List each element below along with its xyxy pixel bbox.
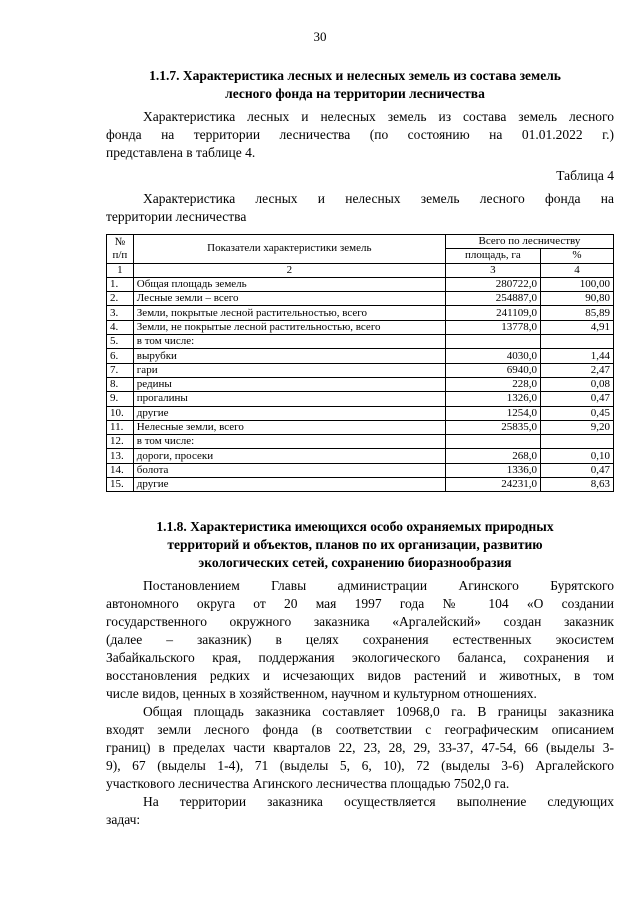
header-indicator: Показатели характеристики земель (133, 235, 445, 264)
paragraph-line: автономного округа от 20 мая 1997 года № 104 «О создании (106, 596, 614, 611)
paragraph-line: участкового лесничества Агинского лесничества площадью 7502,0 га. (106, 776, 510, 791)
paragraph-line: границ) в пределах части кварталов 22, 23, 28, 29, 33-37, 47-54, 66 (выделы 3- (106, 740, 614, 755)
row-area: 228,0 (445, 377, 540, 391)
col-number: 2 (133, 263, 445, 277)
row-percent: 9,20 (540, 420, 613, 434)
row-percent: 0,08 (540, 377, 613, 391)
reserve-paragraph-3 (106, 793, 614, 829)
paragraph-line: восстановления редких и исчезающих видов растений и животных, в том (106, 668, 614, 683)
row-area: 6940,0 (445, 363, 540, 377)
row-percent (540, 435, 613, 449)
paragraph-line: Забайкальского края, поддержания экологического баланса, сохранения и (106, 650, 614, 665)
table-row (107, 363, 614, 377)
reserve-paragraph-2 (106, 703, 614, 793)
heading-line: экологических сетей, сохранению биоразнообразия (198, 555, 512, 570)
table-row (107, 392, 614, 406)
row-percent (540, 335, 613, 349)
row-name: в том числе: (133, 435, 445, 449)
row-number: 7. (107, 363, 134, 377)
header-area: площадь, га (445, 249, 540, 263)
row-name: Нелесные земли, всего (133, 420, 445, 434)
row-number: 9. (107, 392, 134, 406)
row-area: 254887,0 (445, 292, 540, 306)
paragraph-line: Постановлением Главы администрации Агинского Бурятского (143, 578, 614, 593)
table-row (107, 463, 614, 477)
row-area: 268,0 (445, 449, 540, 463)
paragraph-line: Характеристика лесных и нелесных земель из состава земель лесного (143, 109, 614, 124)
section-heading-forest-lands (95, 67, 615, 103)
row-percent: 8,63 (540, 478, 613, 492)
heading-line: 1.1.8. Характеристика имеющихся особо охраняемых природных (156, 519, 554, 534)
row-percent: 0,10 (540, 449, 613, 463)
paragraph-line: 9), 67 (выделы 1-4), 71 (выделы 5, 6, 10), 72 (выделы 3-6) Аргалейского (106, 758, 614, 773)
row-area (445, 335, 540, 349)
header-num: № п/п (107, 235, 134, 264)
row-percent: 0,45 (540, 406, 613, 420)
table-row (107, 420, 614, 434)
row-name: другие (133, 406, 445, 420)
row-percent: 1,44 (540, 349, 613, 363)
page-number: 30 (313, 29, 327, 44)
row-name: другие (133, 478, 445, 492)
row-percent: 100,00 (540, 277, 613, 291)
row-area: 1336,0 (445, 463, 540, 477)
row-number: 5. (107, 335, 134, 349)
row-number: 10. (107, 406, 134, 420)
table-row (107, 478, 614, 492)
table-row (107, 320, 614, 334)
table-row (107, 406, 614, 420)
row-name: редины (133, 377, 445, 391)
table-row (107, 377, 614, 391)
row-percent: 90,80 (540, 292, 613, 306)
paragraph-line: задач: (106, 812, 141, 827)
row-name: вырубки (133, 349, 445, 363)
col-number: 3 (445, 263, 540, 277)
table-row (107, 349, 614, 363)
table-row (107, 292, 614, 306)
paragraph-line: фонда на территории лесничества (по состоянию на 01.01.2022 г.) (106, 127, 614, 142)
caption-line: Характеристика лесных и нелесных земель лесного фонда на (143, 191, 614, 206)
row-number: 1. (107, 277, 134, 291)
table-row (107, 277, 614, 291)
heading-line: лесного фонда на территории лесничества (225, 86, 485, 101)
row-area: 1326,0 (445, 392, 540, 406)
table-label: Таблица 4 (556, 168, 614, 183)
row-name: в том числе: (133, 335, 445, 349)
row-number: 4. (107, 320, 134, 334)
table-caption (106, 190, 614, 226)
table-row (107, 335, 614, 349)
row-area: 1254,0 (445, 406, 540, 420)
row-percent: 0,47 (540, 392, 613, 406)
col-number: 4 (540, 263, 613, 277)
row-number: 3. (107, 306, 134, 320)
col-number: 1 (107, 263, 134, 277)
row-name: болота (133, 463, 445, 477)
row-name: Лесные земли – всего (133, 292, 445, 306)
row-number: 14. (107, 463, 134, 477)
row-area: 13778,0 (445, 320, 540, 334)
row-percent: 85,89 (540, 306, 613, 320)
intro-paragraph (106, 108, 614, 162)
paragraph-line: государственного окружного заказника «Аргалейский» создан заказник (106, 614, 614, 629)
row-number: 2. (107, 292, 134, 306)
row-name: Общая площадь земель (133, 277, 445, 291)
reserve-paragraph-1 (106, 577, 614, 703)
row-area: 24231,0 (445, 478, 540, 492)
row-area: 241109,0 (445, 306, 540, 320)
row-number: 8. (107, 377, 134, 391)
row-name: гари (133, 363, 445, 377)
row-percent: 4,91 (540, 320, 613, 334)
row-number: 11. (107, 420, 134, 434)
row-area: 280722,0 (445, 277, 540, 291)
row-percent: 2,47 (540, 363, 613, 377)
paragraph-line: входят земли лесного фонда (в соответствии с географическим описанием (106, 722, 614, 737)
row-number: 13. (107, 449, 134, 463)
header-pct: % (540, 249, 613, 263)
land-characteristics-table (106, 234, 614, 492)
heading-line: 1.1.7. Характеристика лесных и нелесных земель из состава земель (149, 68, 561, 83)
row-percent: 0,47 (540, 463, 613, 477)
table-row (107, 306, 614, 320)
row-name: дороги, просеки (133, 449, 445, 463)
paragraph-line: представлена в таблице 4. (106, 145, 256, 160)
row-name: прогалины (133, 392, 445, 406)
row-name: Земли, покрытые лесной растительностью, всего (133, 306, 445, 320)
table-row (107, 435, 614, 449)
paragraph-line: Общая площадь заказника составляет 10968,0 га. В границы заказника (143, 704, 614, 719)
row-number: 15. (107, 478, 134, 492)
paragraph-line: (далее – заказник) в целях сохранения естественных экосистем (106, 632, 614, 647)
row-number: 6. (107, 349, 134, 363)
paragraph-line: числе видов, ценных в хозяйственном, научном и культурном отношениях. (106, 686, 537, 701)
header-group: Всего по лесничеству (445, 235, 613, 249)
row-name: Земли, не покрытые лесной растительностью, всего (133, 320, 445, 334)
caption-line: территории лесничества (106, 209, 247, 224)
table-row (107, 449, 614, 463)
row-area (445, 435, 540, 449)
row-area: 25835,0 (445, 420, 540, 434)
row-number: 12. (107, 435, 134, 449)
section-heading-protected-areas (95, 518, 615, 572)
heading-line: территорий и объектов, планов по их организации, развитию (167, 537, 543, 552)
paragraph-line: На территории заказника осуществляется выполнение следующих (143, 794, 614, 809)
row-area: 4030,0 (445, 349, 540, 363)
